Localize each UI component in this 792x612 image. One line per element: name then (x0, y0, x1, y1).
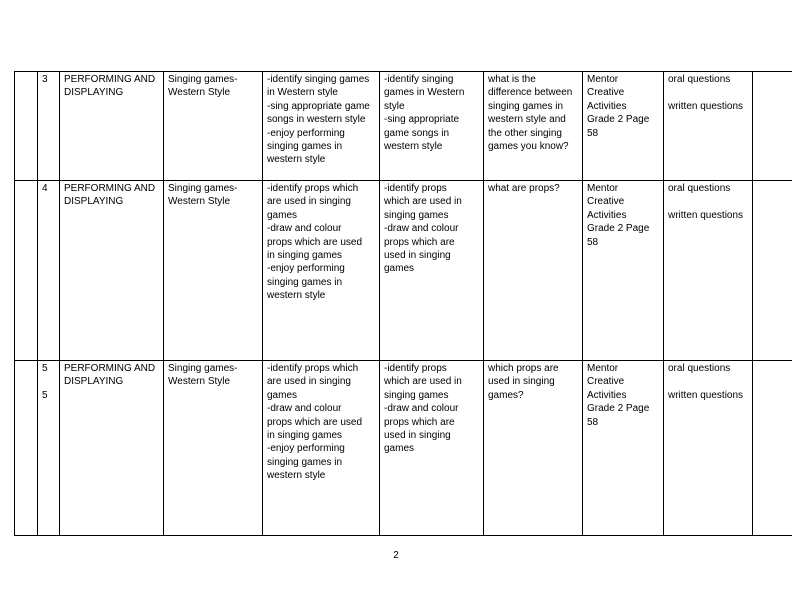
line-spacer (668, 195, 748, 208)
outcome-line: -enjoy performing (267, 127, 345, 139)
sub-strand-text: Singing games- (168, 74, 238, 85)
activity-line: games in Western (384, 87, 465, 99)
strand-text: DISPLAYING (64, 196, 124, 208)
activity-line: which are used in (384, 376, 462, 388)
resource-line: Grade 2 Page (587, 403, 650, 415)
activity-line: style (384, 100, 405, 112)
outcome-line: games (267, 389, 298, 401)
outcome-line: in Western style (267, 87, 338, 99)
inquiry-line: what are props? (488, 183, 560, 194)
assessment-line: oral questions (668, 74, 731, 85)
learning-outcomes-cell (263, 361, 380, 536)
resource-line: Mentor (587, 74, 619, 85)
strand-text: PERFORMING AND (64, 183, 156, 194)
margin-cell (15, 181, 38, 361)
outcome-line: are used in singing (267, 376, 351, 388)
assessment-cell (664, 72, 753, 181)
activity-line: singing games (384, 389, 449, 401)
key-inquiry-cell (484, 72, 583, 181)
line-spacer (42, 375, 55, 388)
inquiry-line: games you know? (488, 141, 569, 153)
scheme-of-work-table (14, 71, 792, 536)
outcome-line: western style (267, 290, 326, 302)
week-number: 4 (42, 183, 48, 194)
assessment-cell (664, 181, 753, 361)
outcome-line: singing games in (267, 456, 343, 468)
margin-cell (15, 361, 38, 536)
resource-line: Mentor (587, 363, 619, 374)
remarks-cell (753, 361, 792, 536)
assessment-line: written questions (668, 100, 744, 112)
week-cell (38, 72, 60, 181)
resource-line: Grade 2 Page (587, 223, 650, 235)
learning-outcomes-cell (263, 72, 380, 181)
outcome-line: are used in singing (267, 196, 351, 208)
activity-line: games (384, 263, 415, 275)
sub-strand-text: Western Style (168, 196, 231, 208)
activity-line: -identify props (384, 363, 447, 374)
outcome-line: -sing appropriate game (267, 100, 370, 112)
resource-line: Creative (587, 87, 625, 99)
activity-line: props which are (384, 236, 455, 248)
resource-line: 58 (587, 416, 599, 428)
outcome-line: games (267, 209, 298, 221)
week-number: 3 (42, 74, 48, 85)
outcome-line: western style (267, 470, 326, 482)
resource-line: Activities (587, 100, 627, 112)
assessment-line: oral questions (668, 183, 731, 194)
outcome-line: -draw and colour (267, 403, 342, 415)
sub-strand-text: Singing games- (168, 363, 238, 374)
inquiry-line: what is the (488, 74, 536, 85)
activity-line: -identify singing (384, 74, 454, 85)
table-row (15, 72, 792, 181)
inquiry-line: singing games in (488, 100, 564, 112)
page-number: 2 (393, 550, 399, 561)
strand-cell (60, 72, 164, 181)
outcome-line: -identify props which (267, 363, 359, 374)
resources-cell (583, 181, 664, 361)
strand-text: PERFORMING AND (64, 363, 156, 374)
learning-outcomes-cell (263, 181, 380, 361)
inquiry-line: which props are (488, 363, 559, 374)
inquiry-line: western style and (488, 114, 566, 126)
remarks-cell (753, 181, 792, 361)
week-number: 5 (42, 389, 48, 401)
outcome-line: songs in western style (267, 114, 366, 126)
strand-cell (60, 181, 164, 361)
outcome-line: in singing games (267, 430, 343, 442)
learning-activities-cell (380, 181, 484, 361)
activity-line: which are used in (384, 196, 462, 208)
key-inquiry-cell (484, 361, 583, 536)
activity-line: used in singing (384, 250, 451, 262)
remarks-cell (753, 72, 792, 181)
activity-line: -draw and colour (384, 403, 459, 415)
resource-line: 58 (587, 127, 599, 139)
inquiry-line: the other singing (488, 127, 562, 139)
resource-line: Creative (587, 376, 625, 388)
sub-strand-text: Singing games- (168, 183, 238, 194)
inquiry-line: games? (488, 389, 524, 401)
assessment-cell (664, 361, 753, 536)
line-spacer (668, 86, 748, 99)
sub-strand-cell (164, 361, 263, 536)
activity-line: western style (384, 141, 443, 153)
outcome-line: western style (267, 154, 326, 166)
line-spacer (668, 375, 748, 388)
week-number: 5 (42, 363, 48, 374)
strand-text: DISPLAYING (64, 87, 124, 99)
outcome-line: in singing games (267, 250, 343, 262)
resource-line: Mentor (587, 183, 619, 194)
strand-text: DISPLAYING (64, 376, 124, 388)
assessment-line: written questions (668, 209, 744, 221)
assessment-line: written questions (668, 389, 744, 401)
resource-line: Activities (587, 209, 627, 221)
sub-strand-text: Western Style (168, 87, 231, 99)
sub-strand-text: Western Style (168, 376, 231, 388)
resource-line: 58 (587, 236, 599, 248)
outcome-line: -enjoy performing (267, 443, 345, 455)
sub-strand-cell (164, 72, 263, 181)
strand-cell (60, 361, 164, 536)
resource-line: Activities (587, 389, 627, 401)
resources-cell (583, 72, 664, 181)
resource-line: Grade 2 Page (587, 114, 650, 126)
outcome-line: -draw and colour (267, 223, 342, 235)
activity-line: -sing appropriate (384, 114, 460, 126)
sub-strand-cell (164, 181, 263, 361)
outcome-line: props which are used (267, 416, 363, 428)
strand-text: PERFORMING AND (64, 74, 156, 85)
activity-line: props which are (384, 416, 455, 428)
learning-activities-cell (380, 72, 484, 181)
activity-line: -draw and colour (384, 223, 459, 235)
activity-line: singing games (384, 209, 449, 221)
inquiry-line: difference between (488, 87, 573, 99)
table-row (15, 181, 792, 361)
activity-line: game songs in (384, 127, 450, 139)
assessment-line: oral questions (668, 363, 731, 374)
activity-line: used in singing (384, 430, 451, 442)
key-inquiry-cell (484, 181, 583, 361)
outcome-line: -enjoy performing (267, 263, 345, 275)
learning-activities-cell (380, 361, 484, 536)
resource-line: Creative (587, 196, 625, 208)
inquiry-line: used in singing (488, 376, 555, 388)
activity-line: games (384, 443, 415, 455)
outcome-line: -identify props which (267, 183, 359, 194)
margin-cell (15, 72, 38, 181)
table-row (15, 361, 792, 536)
activity-line: -identify props (384, 183, 447, 194)
week-cell (38, 361, 60, 536)
resources-cell (583, 361, 664, 536)
week-cell (38, 181, 60, 361)
outcome-line: singing games in (267, 141, 343, 153)
outcome-line: singing games in (267, 276, 343, 288)
outcome-line: props which are used (267, 236, 363, 248)
outcome-line: -identify singing games (267, 74, 370, 85)
